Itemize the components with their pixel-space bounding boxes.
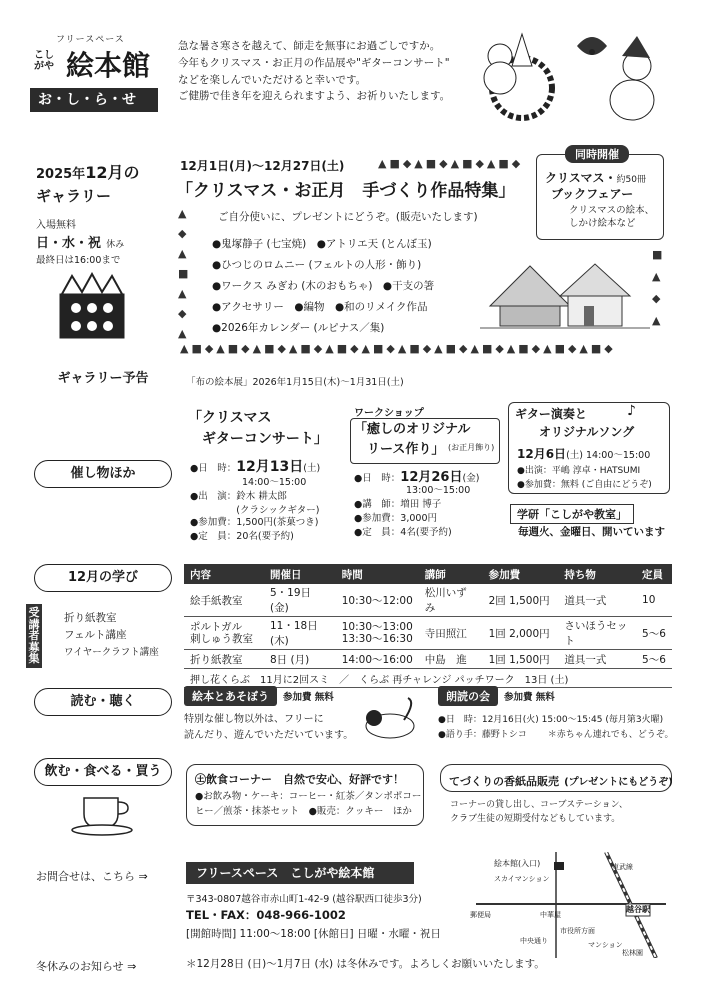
table-cell: 11・18日 (木) [264,617,336,650]
decor-strip-top: ▲■◆▲■◆▲■◆▲■◆ [378,157,524,170]
sale-title: てづくりの香紙品販売 [449,775,559,788]
recruit-side-label: 受講者募集 [26,604,42,668]
list-item: ワイヤークラフト講座 [64,647,159,658]
workshop-capacity: ●定 員：4名(要予約) [354,527,452,538]
gallery-open-days [36,232,124,251]
col-header: 内容 [184,564,264,584]
workshop-box [348,404,504,540]
story-reader: ●語り手：藤野トシコ [438,730,527,740]
map-label: マンション [588,941,623,949]
contact-label: お問合せは、こちら ⇒ [36,870,148,883]
table-cell: 5・19日 (金) [264,584,336,617]
concert-capacity: ●定 員：20名(要予約) [190,531,294,542]
exhibit-intro: ご自分使いに、プレゼントにどうぞ。(販売いたします) [218,211,478,223]
map-label: 東武線 [612,863,633,871]
sale-note: (プレゼントにもどうぞ) [564,777,673,788]
col-header: 持ち物 [558,564,636,584]
workshop-date-label: ●日 時： [354,473,401,484]
events-label: 催し物ほか [34,460,172,488]
read-label: 読む・聴く [34,688,172,716]
table-cell: 5～6 [636,617,672,650]
christmas-illustration [472,26,672,126]
notice-label: お・し・ら・せ [30,88,158,112]
table-row [184,650,672,669]
guitar-box [508,402,670,494]
gallery-preview-text: 「布の絵本展」2026年1月15日(木)～1月31日(土) [186,377,404,388]
coffee-cup-illustration [70,792,142,836]
gallery-preview-label: ギャラリー予告 [34,366,172,394]
guitar-performers: ●出演：平嶋 淳卓・HATSUMI [517,466,641,476]
decor-strip-left: ▲ ◆ ▲ ■ ▲ ◆ ▲ [178,207,192,340]
gallery-admission: 入場無料 [36,220,76,231]
eat-label: 飲む・食べる・買う [34,758,172,786]
fair-title-2: ブックフェアー [551,187,634,201]
map-label: 松林園 [622,949,643,957]
map-label: 越谷駅 [626,905,650,914]
exhibit-title: 「クリスマス・お正月 手づくり作品特集」 [176,181,516,201]
table-cell: 道具一式 [558,584,636,617]
workshop-tag: ワークショップ [354,408,424,419]
map-label: 市役所方面 [560,927,595,935]
table-cell: 10 [636,584,672,617]
table-cell: 道具一式 [558,650,636,669]
map-label: 郵便局 [470,911,491,919]
music-note-icon: ♪ [627,403,636,419]
closed-label: 休み [106,240,125,250]
col-header: 定員 [636,564,672,584]
story-fee: 参加費 無料 [504,692,555,703]
concert-perf-label: ●出 演： [190,491,237,502]
contact-name: フリースペース こしがや絵本館 [186,862,414,884]
table-cell: 中島 進 [419,650,483,669]
gallery-last-day: 最終日は16:00まで [36,255,121,266]
col-header: 講師 [419,564,483,584]
concert-date-day: (土) [303,463,321,474]
story-section [438,686,678,746]
workshop-date-day: (金) [462,473,480,484]
map-label: スカイマンション [494,875,550,883]
col-header: 開催日 [264,564,336,584]
winter-text: ＊12月28日 (日)～1月7日 (水) は冬休みです。よろしくお願いいたします。 [186,958,545,970]
concert-title: 「クリスマス ギターコンサート」 [188,410,328,447]
gallery-year: 2025年 [36,167,86,182]
table-cell: 10:30～12:00 [336,584,419,617]
greeting-text: 急な暑さ寒さを越えて、師走を無事にお過ごしですか。 今年もクリスマス・お正月の作品展や"ギターコンサート" などを楽しんでいただけると幸いです。 ご健勝で佳き年を迎えられますよう、お祈りいたします。 [178,40,451,103]
contact-hours: [開館時間] 11:00～18:00 [休館日] 日曜・水曜・祝日 [186,928,441,940]
gallery-label: ギャラリー [36,187,112,205]
contact-tel: TEL・FAX：048-966-1002 [186,908,346,922]
table-cell: 10:30～13:00 13:30～16:30 [336,617,419,650]
gingerbread-house-illustration [480,236,650,332]
corner-desc: ●お飲み物・ケーキ：コーヒー・紅茶／タンポポコー ヒー／煎茶・抹茶セット ●販売：クッキー ほか [195,791,422,818]
play-title: 絵本とあそぼう [184,686,277,706]
workshop-sub: (お正月飾り) [448,443,495,452]
decor-strip-bottom: ▲■◆▲■◆▲■◆▲■◆▲■◆▲■◆▲■◆▲■◆▲■◆▲■◆▲■◆▲■◆ [180,342,616,355]
concert-time: 14:00～15:00 [242,477,307,488]
workshop-fee: ●参加費：3,000円 [354,513,437,524]
gallery-dates: 12月1日(月)～12月27日(土) [180,159,345,173]
fair-count: 約50冊 [616,175,646,185]
table-cell: 寺田照江 [419,617,483,650]
cat-illustration [360,696,420,742]
logo-small-text: フリースペース [56,35,125,45]
workshop-teacher: ●講 師：増田 博子 [354,499,442,510]
concert-date: 12月13日 [236,459,304,475]
exhibit-artist-list [212,234,434,339]
table-cell: さいほうセット [558,617,636,650]
open-days: 日・水・祝 [36,236,102,251]
guitar-title: ギター演奏と オリジナルソング [515,407,635,439]
concert-date-label: ●日 時： [190,463,237,474]
table-cell: 折り紙教室 [184,650,264,669]
fair-title-1: クリスマス・ [545,171,617,185]
contact-address: 〒343-0807越谷市赤山町1-42-9 (越谷駅西口徒歩3分) [186,894,422,905]
story-title: 朗読の会 [438,686,498,706]
table-cell: 松川いずみ [419,584,483,617]
table-cell: 2回 1,500円 [483,584,559,617]
workshop-date: 12月26日 [400,470,463,485]
col-header: 参加費 [483,564,559,584]
story-note: ＊赤ちゃん連れでも、どうぞ。 [547,730,674,740]
table-cell: 絵手紙教室 [184,584,264,617]
logo [28,30,160,122]
gallery-heading [36,160,139,206]
concert-perf: 鈴木 耕太郎 (クラシックギター) [236,491,320,516]
sale-desc: コーナーの貸し出し、コーブステーション、 クラブ生徒の短期受付などもしています。 [450,800,628,825]
table-cell: 5～6 [636,650,672,669]
table-row [184,617,672,650]
list-item: フェルト講座 [64,629,127,641]
list-item: ●2026年カレンダー (ルピナス／集) [212,322,385,334]
map-label: 中華屋 [540,911,561,919]
story-date: ●日 時：12月16日(火) 15:00～15:45 (毎月第3火曜) [438,715,664,725]
col-header: 時間 [336,564,419,584]
list-item: ●ひつじのロムニー (フェルトの人形・飾り) [212,259,422,271]
guitar-fee: ●参加費：無料 (ご自由にどうぞ) [517,480,652,490]
logo-title: 絵本館 [66,49,151,82]
fair-tag: 同時開催 [565,145,629,163]
list-item: ●ワークス みぎわ (木のおもちゃ) ●干支の箸 [212,280,435,292]
guitar-date-rest: (土) 14:00～15:00 [566,450,651,461]
sale-box [440,764,672,792]
gift-box-illustration [52,272,132,342]
decor-strip-right: ■ ▲ ◆ ▲ [652,248,666,327]
course-list [64,610,159,661]
table-cell: 押し花くらぶ 11月に2回スミ ／ くらぶ 再チャレンジ パッチワーク 13日 (土) [184,669,672,688]
workshop-title: 「癒しのオリジナル リース作り」 [354,422,471,457]
learning-label: 12月の学び [34,564,172,592]
table-cell: 14:00～16:00 [336,650,419,669]
corner-title: ㊏飲食コーナー 自然で安心、好評です！ [195,773,404,786]
concert-fee: ●参加費：1,500円(茶菓つき) [190,517,319,528]
concert-box [184,408,342,540]
fair-desc: クリスマスの絵本、 しかけ絵本など [569,205,655,229]
school-desc: 毎週火、金曜日、開いています [518,526,665,538]
school-label: 学研「こしがや教室」 [510,504,634,524]
book-fair-box [536,148,664,240]
map-label: 絵本館(入口) [494,859,541,868]
list-item: ●鬼塚静子 (七宝焼) ●アトリエ天 (とんぼ玉) [212,238,432,250]
table-header-row [184,564,672,584]
map-label: 中央通り [520,937,548,945]
list-item: ●アクセサリー ●編物 ●和のリメイク作品 [212,301,428,313]
guitar-date: 12月6日 [517,447,567,461]
workshop-time: 13:00～15:00 [406,485,471,496]
table-row [184,669,672,688]
logo-kana: こし がや [34,50,54,72]
food-corner-box [186,764,424,826]
gallery-month: 12月の [85,163,140,182]
table-cell: 8日 (月) [264,650,336,669]
table-cell: 1回 2,000円 [483,617,559,650]
table-row [184,584,672,617]
class-schedule-table [184,564,672,688]
play-desc: 特別な催し物以外は、フリーに 読んだり、遊んでいただいています。 [184,714,354,741]
table-cell: 1回 1,500円 [483,650,559,669]
table-cell: ポルトガル 刺しゅう教室 [184,617,264,650]
winter-label: 冬休みのお知らせ ⇒ [36,960,137,973]
play-fee: 参加費 無料 [283,692,334,703]
list-item: 折り紙教室 [64,612,117,624]
